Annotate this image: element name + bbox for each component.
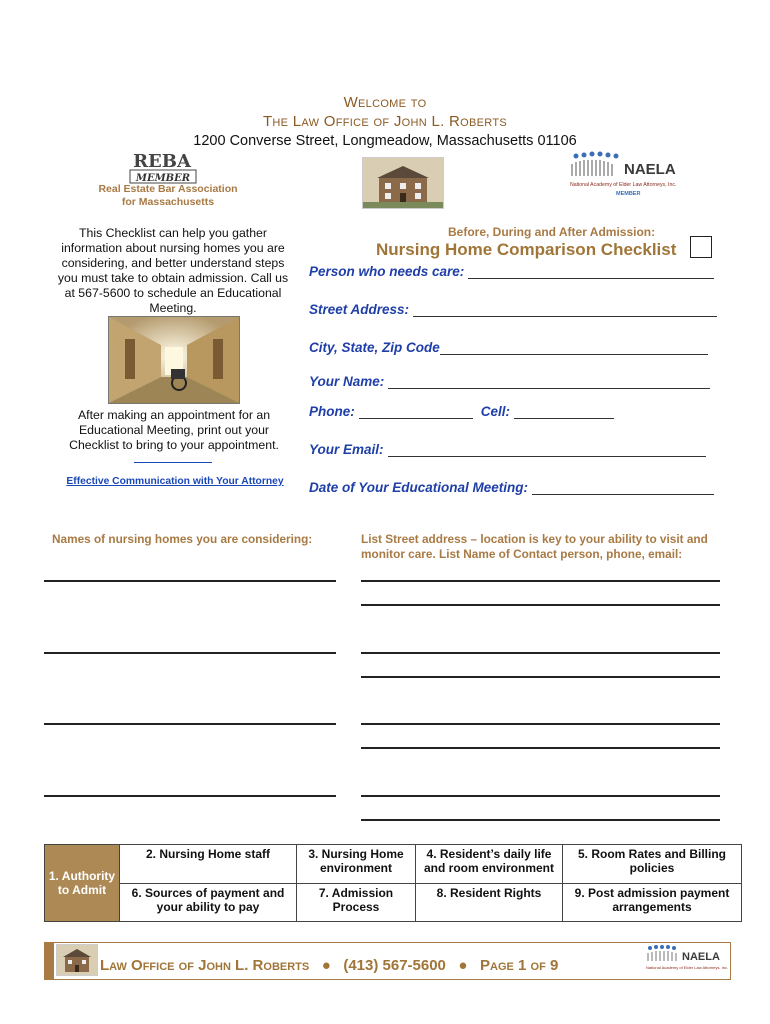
- contact-line-3a[interactable]: [361, 723, 720, 725]
- street-address-label: Street Address:: [309, 302, 410, 317]
- footer-page-number: Page 1 of 9: [480, 957, 559, 974]
- meeting-date-label: Date of Your Educational Meeting:: [309, 480, 529, 495]
- contact-line-3b[interactable]: [361, 747, 720, 749]
- nursing-home-name-line-1[interactable]: [44, 580, 336, 582]
- office-address: 1200 Converse Street, Longmeadow, Massachusetts 01106: [193, 133, 577, 149]
- welcome-heading: Welcome to: [343, 94, 427, 111]
- cell-line[interactable]: [514, 406, 614, 419]
- checklist-subtitle: Before, During and After Admission:: [448, 225, 656, 239]
- meeting-date-field[interactable]: [309, 480, 714, 495]
- topic-nursing-home-environment[interactable]: 3. Nursing Home environment: [297, 845, 416, 884]
- phone-label: Phone:: [309, 404, 355, 419]
- your-email-field[interactable]: [309, 442, 706, 457]
- intro-text: This Checklist can help you gather information about nursing homes you are considering, and better understand steps you must take to obtain admission. Call us at 567-5600 to schedule an Educational Meeting.: [57, 226, 289, 315]
- your-email-line[interactable]: [388, 444, 706, 457]
- topic-nursing-home-staff[interactable]: 2. Nursing Home staff: [120, 845, 297, 884]
- phone-line[interactable]: [359, 406, 473, 419]
- footer-house-image: [56, 944, 98, 976]
- footer-naela-logo: [644, 944, 728, 974]
- svg-text:National Academy of Elder Law: National Academy of Elder Law Attorneys, Inc.: [570, 182, 677, 188]
- svg-text:MEMBER: MEMBER: [616, 191, 641, 196]
- topic-residents-daily-life[interactable]: 4. Resident’s daily life and room environment: [416, 845, 563, 884]
- firm-heading: The Law Office of John L. Roberts: [262, 113, 508, 130]
- topic-resident-rights[interactable]: 8. Resident Rights: [416, 883, 563, 922]
- city-state-zip-line[interactable]: [440, 342, 708, 355]
- svg-text:REBA: REBA: [133, 151, 191, 172]
- your-name-field[interactable]: [309, 374, 710, 389]
- topic-post-admission-payment[interactable]: 9. Post admission payment arrangements: [563, 883, 742, 922]
- street-address-field[interactable]: [309, 302, 717, 317]
- topic-sources-of-payment[interactable]: 6. Sources of payment and your ability to pay: [120, 883, 297, 922]
- contact-line-4b[interactable]: [361, 819, 720, 821]
- reba-caption: [86, 183, 250, 209]
- blank-link-line[interactable]: [134, 456, 212, 463]
- contact-line-1a[interactable]: [361, 580, 720, 582]
- phone-field[interactable]: [309, 404, 614, 419]
- person-needs-care-label: Person who needs care:: [309, 264, 465, 279]
- person-needs-care-line[interactable]: [468, 266, 714, 279]
- svg-text:NAELA: NAELA: [682, 951, 720, 963]
- reba-caption-line1: Real Estate Bar Association: [98, 183, 238, 195]
- street-address-line[interactable]: [413, 304, 717, 317]
- cell-label: Cell:: [480, 404, 511, 419]
- city-state-zip-label: City, State, Zip Code: [309, 340, 440, 355]
- nursing-home-name-line-3[interactable]: [44, 723, 336, 725]
- footer-bullet-2: ●: [458, 957, 468, 974]
- checklist-title: Nursing Home Comparison Checklist: [376, 240, 677, 259]
- topics-table: [44, 844, 742, 922]
- footer-phone: (413) 567-5600: [343, 957, 446, 974]
- svg-text:NAELA: NAELA: [624, 161, 676, 178]
- svg-text:MEMBER: MEMBER: [135, 173, 191, 184]
- naela-logo: [568, 150, 693, 196]
- contact-line-2a[interactable]: [361, 652, 720, 654]
- effective-communication-link[interactable]: Effective Communication with Your Attorney: [66, 476, 284, 487]
- footer-bullet-1: ●: [321, 957, 331, 974]
- nursing-homes-header: Names of nursing homes you are considering:: [52, 532, 313, 546]
- contact-line-1b[interactable]: [361, 604, 720, 606]
- law-office-house-image: [362, 157, 444, 209]
- contact-info-header: List Street address – location is key to your ability to visit and monitor care. List Name of Contact person, phone, email:: [361, 532, 708, 561]
- person-needs-care-field[interactable]: [309, 264, 714, 279]
- city-state-zip-field[interactable]: [309, 340, 708, 355]
- your-name-label: Your Name:: [309, 374, 385, 389]
- meeting-date-line[interactable]: [532, 482, 714, 495]
- checklist-checkbox[interactable]: [690, 236, 712, 258]
- reba-caption-line2: for Massachusetts: [121, 196, 215, 208]
- topic-authority-to-admit[interactable]: 1. Authority to Admit: [45, 845, 120, 922]
- svg-text:National Academy of Elder Law: National Academy of Elder Law Attorneys, Inc.: [646, 965, 728, 970]
- contact-line-2b[interactable]: [361, 676, 720, 678]
- your-email-label: Your Email:: [309, 442, 384, 457]
- footer-text: [100, 957, 660, 974]
- after-appointment-text: After making an appointment for an Educational Meeting, print out your Checklist to bring to your appointment.: [69, 408, 279, 452]
- topic-admission-process[interactable]: 7. Admission Process: [297, 883, 416, 922]
- nursing-home-name-line-2[interactable]: [44, 652, 336, 654]
- footer-accent-bar: [44, 942, 54, 980]
- topic-room-rates-billing[interactable]: 5. Room Rates and Billing policies: [563, 845, 742, 884]
- reba-logo: [118, 150, 208, 186]
- footer-firm-name: Law Office of John L. Roberts: [100, 957, 310, 974]
- contact-line-4a[interactable]: [361, 795, 720, 797]
- hallway-photo: [108, 316, 240, 404]
- your-name-line[interactable]: [388, 376, 710, 389]
- nursing-home-name-line-4[interactable]: [44, 795, 336, 797]
